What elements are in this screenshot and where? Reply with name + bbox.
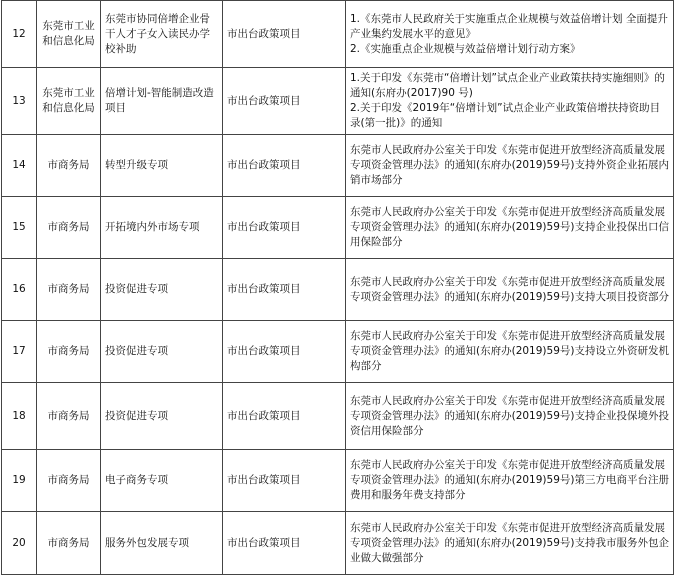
row-number: 17 <box>2 321 37 383</box>
policy-basis-line: 东莞市人民政府办公室关于印发《东莞市促进开放型经济高质量发展专项资金管理办法》的通知(东府办(2019)59号)支持我市服务外包企业做大做强部分 <box>350 521 669 564</box>
project-name-cell: 转型升级专项 <box>101 135 223 197</box>
policy-basis-line: 2.《实施重点企业规模与效益倍增计划行动方案》 <box>350 42 581 55</box>
project-type-cell: 市出台政策项目 <box>223 450 346 512</box>
department-cell: 市商务局 <box>37 135 101 197</box>
department-cell: 市商务局 <box>37 259 101 321</box>
table-row <box>2 68 674 135</box>
policy-basis-line: 东莞市人民政府办公室关于印发《东莞市促进开放型经济高质量发展专项资金管理办法》的通知(东府办(2019)59号)支持企业投保境外投资信用保险部分 <box>350 394 669 437</box>
department-cell: 东莞市工业和信息化局 <box>37 68 101 135</box>
table-row <box>2 512 674 575</box>
project-name-cell: 东莞市协同倍增企业骨干人才子女入读民办学校补助 <box>101 1 223 68</box>
department-cell: 市商务局 <box>37 383 101 450</box>
project-name-cell: 倍增计划-智能制造改造项目 <box>101 68 223 135</box>
policy-basis-cell <box>346 259 674 321</box>
project-name-cell: 电子商务专项 <box>101 450 223 512</box>
row-number: 13 <box>2 68 37 135</box>
department-cell: 市商务局 <box>37 512 101 575</box>
policy-table-body <box>2 1 674 575</box>
policy-basis-line: 东莞市人民政府办公室关于印发《东莞市促进开放型经济高质量发展专项资金管理办法》的通知(东府办(2019)59号)支持企业投保出口信用保险部分 <box>350 206 669 248</box>
department-cell: 市商务局 <box>37 321 101 383</box>
project-type-cell: 市出台政策项目 <box>223 135 346 197</box>
row-number: 18 <box>2 383 37 450</box>
policy-basis-line: 1.《东莞市人民政府关于实施重点企业规模与效益倍增计划 全面提升产业集约发展水平的意见》 <box>350 12 668 40</box>
project-name-cell: 投资促进专项 <box>101 383 223 450</box>
project-type-cell: 市出台政策项目 <box>223 259 346 321</box>
policy-basis-cell <box>346 197 674 259</box>
project-name-cell: 服务外包发展专项 <box>101 512 223 575</box>
project-type-cell: 市出台政策项目 <box>223 512 346 575</box>
policy-basis-cell <box>346 135 674 197</box>
row-number: 12 <box>2 1 37 68</box>
policy-basis-cell <box>346 68 674 135</box>
project-type-cell: 市出台政策项目 <box>223 68 346 135</box>
table-row <box>2 383 674 450</box>
project-name-cell: 开拓境内外市场专项 <box>101 197 223 259</box>
table-row <box>2 1 674 68</box>
table-row <box>2 197 674 259</box>
policy-basis-cell <box>346 321 674 383</box>
policy-basis-cell <box>346 512 674 575</box>
table-row <box>2 321 674 383</box>
table-row <box>2 135 674 197</box>
policy-basis-line: 2.关于印发《2019年“倍增计划”试点企业产业政策倍增扶持资助目录(第一批)》的通知 <box>350 102 661 129</box>
department-cell: 市商务局 <box>37 450 101 512</box>
row-number: 16 <box>2 259 37 321</box>
row-number: 19 <box>2 450 37 512</box>
row-number: 14 <box>2 135 37 197</box>
row-number: 20 <box>2 512 37 575</box>
department-cell: 东莞市工业和信息化局 <box>37 1 101 68</box>
policy-basis-line: 东莞市人民政府办公室关于印发《东莞市促进开放型经济高质量发展专项资金管理办法》的通知(东府办(2019)59号)支持大项目投资部分 <box>350 275 669 303</box>
policy-basis-cell <box>346 1 674 68</box>
project-type-cell: 市出台政策项目 <box>223 383 346 450</box>
table-row <box>2 259 674 321</box>
policy-basis-line: 东莞市人民政府办公室关于印发《东莞市促进开放型经济高质量发展专项资金管理办法》的通知(东府办(2019)59号)支持外资企业拓展内销市场部分 <box>350 144 669 186</box>
row-number: 15 <box>2 197 37 259</box>
project-name-cell: 投资促进专项 <box>101 321 223 383</box>
policy-basis-cell <box>346 450 674 512</box>
department-cell: 市商务局 <box>37 197 101 259</box>
policy-basis-cell <box>346 383 674 450</box>
project-type-cell: 市出台政策项目 <box>223 321 346 383</box>
policy-basis-line: 1.关于印发《东莞市“倍增计划”试点企业产业政策扶持实施细则》的通知(东府办(2017)90 号) <box>350 72 665 99</box>
project-name-cell: 投资促进专项 <box>101 259 223 321</box>
project-type-cell: 市出台政策项目 <box>223 197 346 259</box>
policy-table <box>1 0 674 575</box>
policy-basis-line: 东莞市人民政府办公室关于印发《东莞市促进开放型经济高质量发展专项资金管理办法》的通知(东府办(2019)59号)支持设立外资研发机构部分 <box>350 330 669 372</box>
policy-basis-line: 东莞市人民政府办公室关于印发《东莞市促进开放型经济高质量发展专项资金管理办法》的通知(东府办(2019)59号)第三方电商平台注册费用和服务年费支持部分 <box>350 459 669 501</box>
project-type-cell: 市出台政策项目 <box>223 1 346 68</box>
table-row <box>2 450 674 512</box>
